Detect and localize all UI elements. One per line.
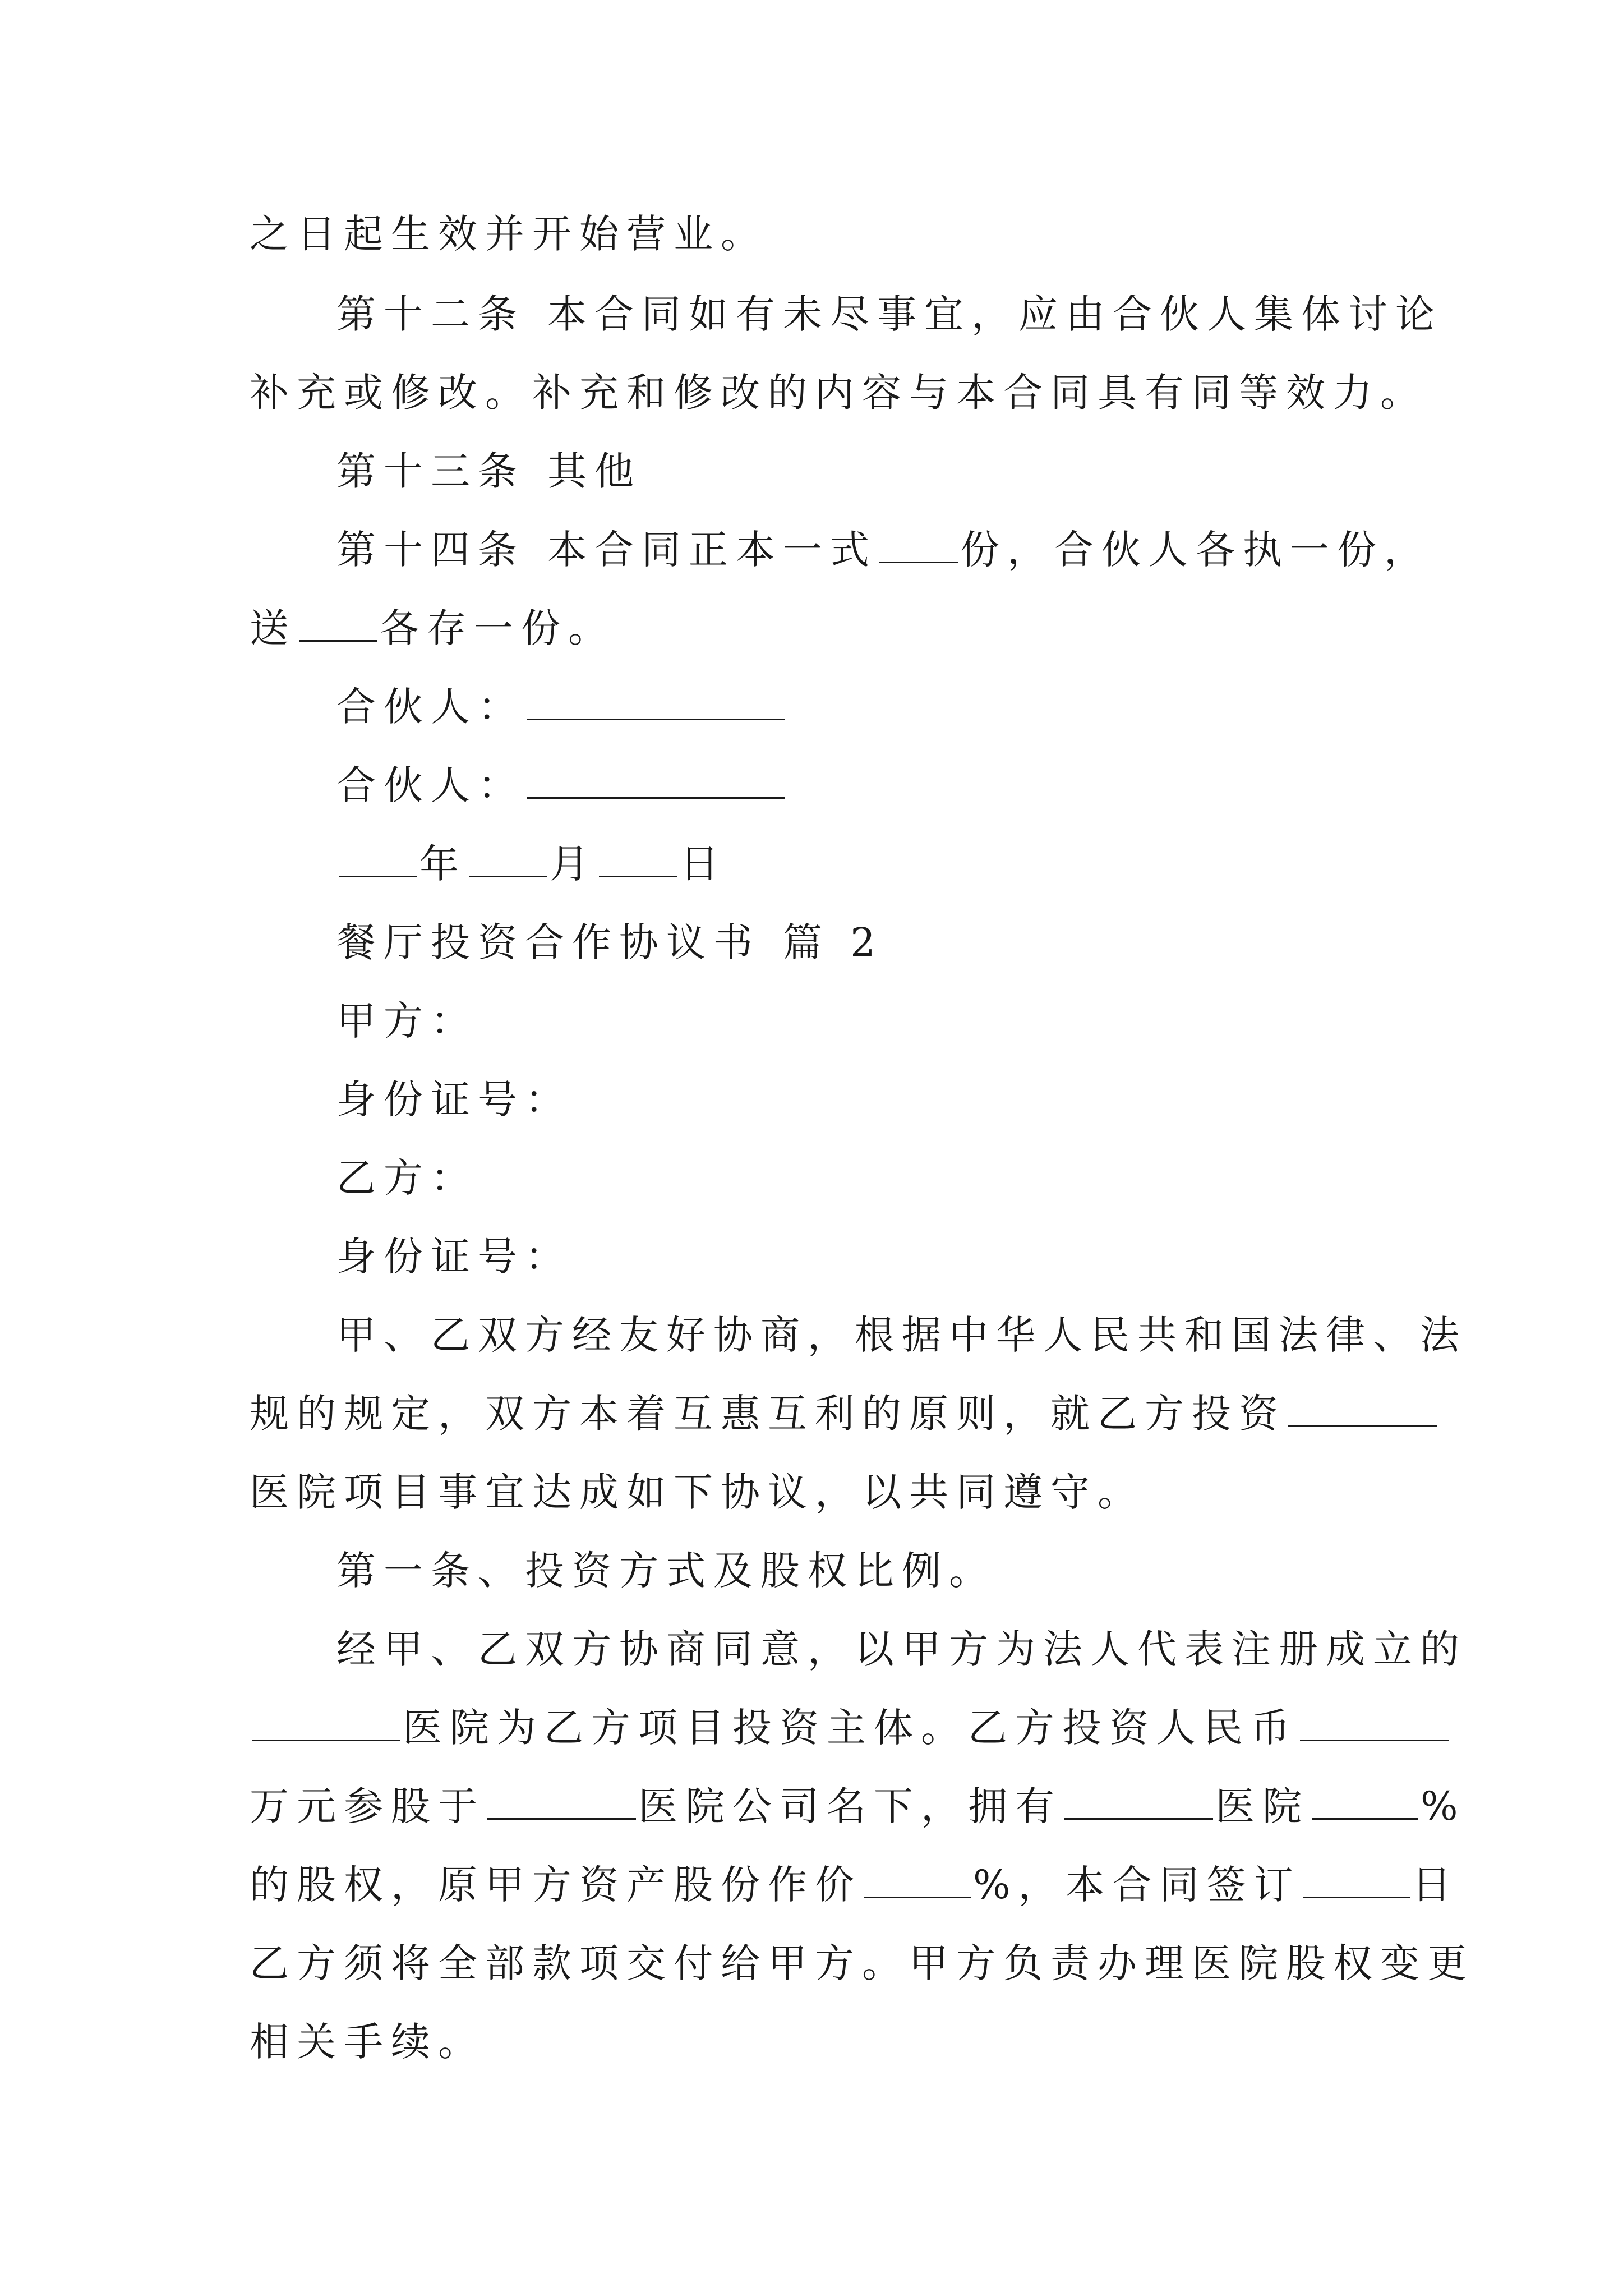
- id-label: 身份证号：: [336, 1076, 572, 1122]
- article-text: 其他: [547, 448, 642, 494]
- fill-blank: [864, 1863, 971, 1898]
- text-line: [250, 359, 1427, 426]
- party-a-line: [336, 987, 1492, 1055]
- article-12-line: [336, 280, 1492, 348]
- article-text: 本合同正本一式: [547, 527, 877, 573]
- id-label: 身份证号：: [336, 1234, 572, 1280]
- text-line: [250, 2008, 1405, 2076]
- partner-label: 合伙人：: [336, 684, 525, 730]
- fill-blank: [1288, 1392, 1437, 1427]
- section-title: [336, 909, 1492, 976]
- party-a-label: 甲方：: [336, 998, 478, 1044]
- fill-blank: [1064, 1784, 1213, 1820]
- article-heading: 第十四条: [336, 527, 525, 573]
- day-label: 日: [680, 841, 727, 887]
- fill-blank: [1303, 1863, 1410, 1898]
- line-text: 甲、乙双方经友好协商，根据中华人民共和国法律、法: [336, 1312, 1467, 1358]
- fill-blank: [1312, 1784, 1418, 1820]
- line-text: 经甲、乙双方协商同意，以甲方为法人代表注册成立的: [336, 1626, 1467, 1672]
- text-line: [250, 1773, 1466, 1840]
- text-line: [336, 1301, 1492, 1369]
- fill-blank: [487, 1784, 636, 1820]
- year-blank: [339, 842, 417, 877]
- text-line: [250, 595, 1405, 662]
- text-line: [250, 1380, 1405, 1447]
- line-text: 医院为乙方项目投资主体。乙方投资人民币: [403, 1705, 1298, 1751]
- party-b-label: 乙方：: [336, 1155, 478, 1201]
- line-text: 医院公司名下，拥有: [638, 1783, 1062, 1829]
- article-heading: 第一条、投资方式及股权比例。: [336, 1548, 996, 1594]
- article-text: 份，合伙人各执一份，: [960, 527, 1431, 573]
- text-line: [250, 1930, 1474, 1997]
- line-text: 规的规定，双方本着互惠互利的原则，就乙方投资: [250, 1391, 1286, 1437]
- id-line: [336, 1223, 1492, 1290]
- line-text: 医院: [1215, 1783, 1310, 1829]
- line-text: 医院项目事宜达成如下协议，以共同遵守。: [250, 1469, 1145, 1515]
- line-text: 万元参股于: [250, 1783, 485, 1829]
- signature-blank: [527, 763, 785, 799]
- partner-label: 合伙人：: [336, 762, 525, 808]
- text-line: [250, 1458, 1405, 1526]
- line-text: 之日起生效并开始营业。: [250, 211, 768, 257]
- article-heading: 第十三条: [336, 448, 525, 494]
- line-text: 补充或修改。补充和修改的内容与本合同具有同等效力。: [250, 370, 1427, 416]
- text-line: [250, 1694, 1405, 1761]
- title-text: 餐厅投资合作协议书: [336, 919, 760, 965]
- line-text: 各存一份。: [380, 605, 615, 651]
- signature-line: [336, 673, 1492, 740]
- year-label: 年: [419, 841, 467, 887]
- title-suffix: 篇 2: [783, 919, 883, 965]
- line-text: 日: [1412, 1862, 1459, 1908]
- article-14-line: [336, 516, 1492, 583]
- article-text: 本合同如有未尽事宜，应由合伙人集体讨论: [547, 291, 1442, 337]
- fill-blank: [1300, 1706, 1449, 1741]
- month-blank: [469, 842, 547, 877]
- signature-line: [336, 752, 1492, 819]
- text-line: [250, 200, 1405, 268]
- month-label: 月: [550, 841, 597, 887]
- line-text: %，本合同签订: [973, 1862, 1301, 1908]
- fill-blank: [879, 528, 958, 563]
- article-heading: 第十二条: [336, 291, 525, 337]
- day-blank: [599, 842, 677, 877]
- line-text: 乙方须将全部款项交付给甲方。甲方负责办理医院股权变更: [250, 1940, 1474, 1986]
- fill-blank: [252, 1706, 400, 1741]
- fill-blank: [299, 606, 377, 642]
- signature-blank: [527, 685, 785, 720]
- line-text: 相关手续。: [250, 2019, 485, 2065]
- line-text: %: [1421, 1783, 1466, 1829]
- line-text: 的股权，原甲方资产股份作价: [250, 1862, 862, 1908]
- text-line: [336, 1616, 1492, 1683]
- text-line: [250, 1851, 1459, 1918]
- line-text: 送: [250, 605, 297, 651]
- id-line: [336, 1066, 1492, 1133]
- party-b-line: [336, 1144, 1492, 1212]
- article-13-line: [336, 438, 1492, 505]
- date-line: [336, 830, 1492, 898]
- article-1-heading: [336, 1537, 1492, 1604]
